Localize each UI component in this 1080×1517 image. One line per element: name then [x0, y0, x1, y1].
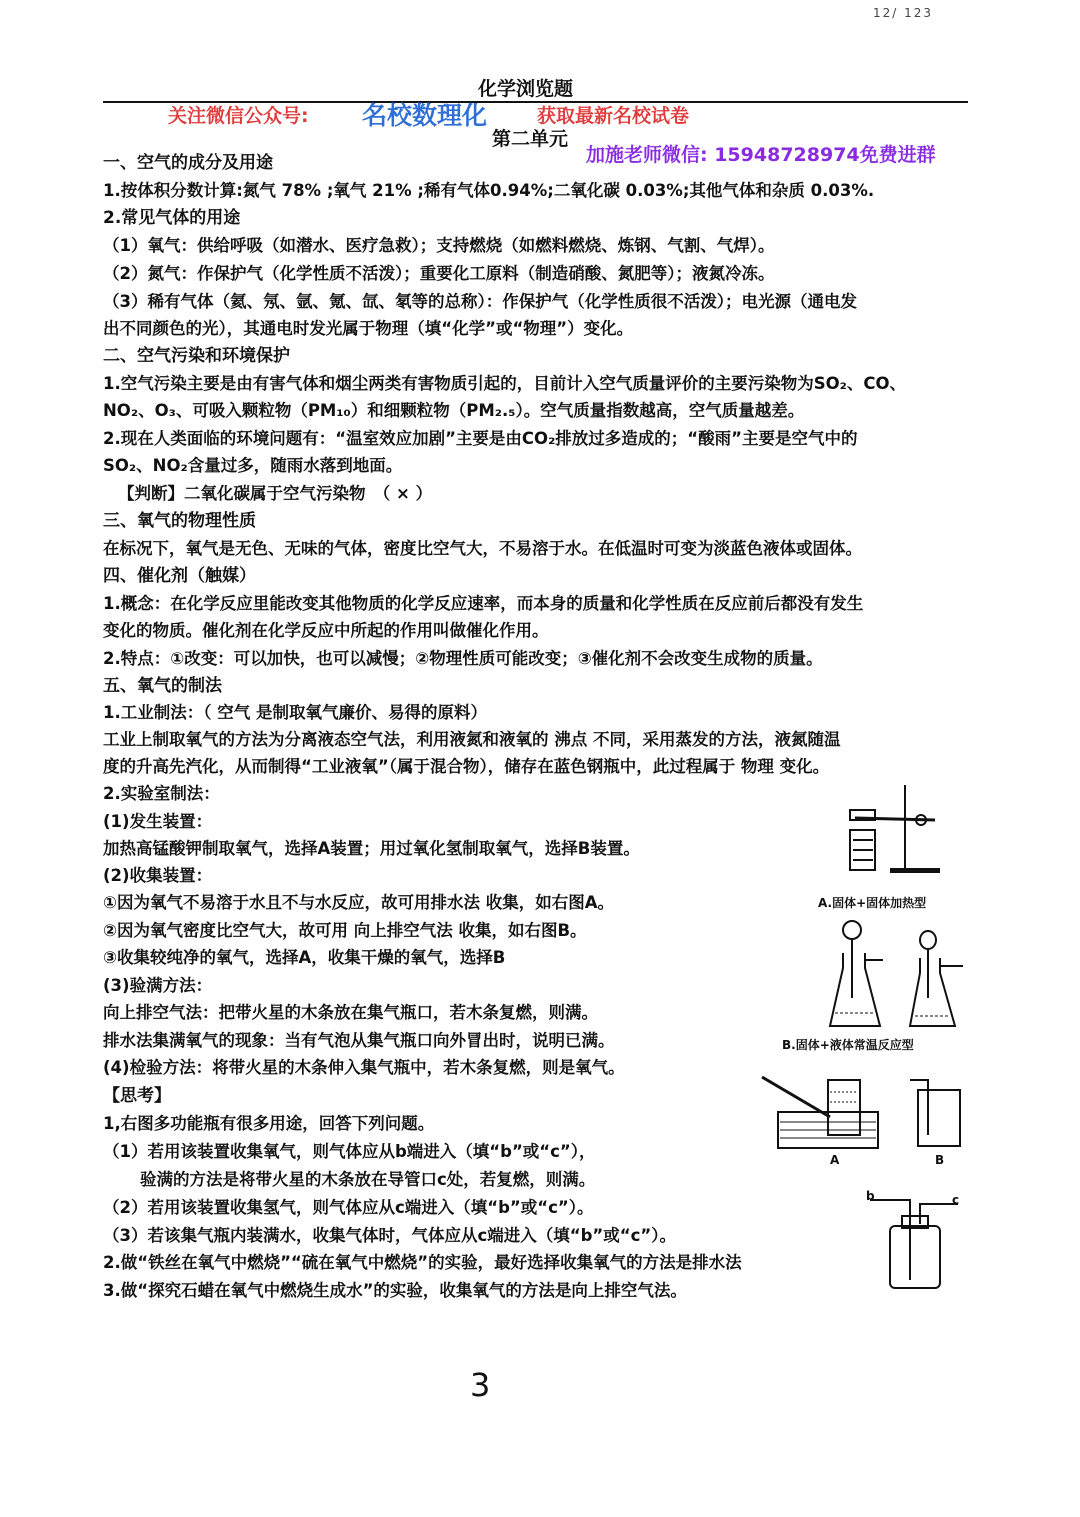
text-line: 3.做“探究石蜡在氧气中燃烧生成水”的实验，收集氧气的方法是向上排空气法。	[103, 1281, 687, 1300]
section-heading-3: 三、氧气的物理性质	[103, 511, 256, 531]
collection-apparatus-figure	[760, 1072, 970, 1152]
page-title: 化学浏览题	[478, 78, 574, 100]
figure-b-caption: B.固体+液体常温反应型	[782, 1038, 914, 1052]
multi-function-bottle-figure	[860, 1196, 965, 1292]
text-line: 排水法集满氧气的现象：当有气泡从集气瓶口向外冒出时，说明已满。	[103, 1031, 615, 1050]
watermark-red-right: 获取最新名校试卷	[537, 105, 690, 127]
text-line: 1.空气污染主要是由有害气体和烟尘两类有害物质引起的，目前计入空气质量评价的主要污染物为SO₂、CO、	[103, 374, 907, 393]
top-corner-mark: 12/ 123	[873, 6, 934, 20]
unit-title: 第二单元	[492, 128, 569, 150]
text-line: 1.概念：在化学反应里能改变其他物质的化学反应速率，而本身的质量和化学性质在反应前后都没有发生	[103, 594, 864, 613]
text-line: （3）若该集气瓶内装满水，收集气体时，气体应从c端进入（填“b”或“c”）。	[103, 1226, 676, 1245]
bottle-port-b-label: b	[866, 1189, 875, 1203]
collection-a-label: A	[830, 1153, 840, 1167]
text-line: 变化的物质。催化剂在化学反应中所起的作用叫做催化作用。	[103, 621, 549, 640]
text-line: 1.按体积分数计算:氮气 78% ;氧气 21% ;稀有气体0.94%;二氧化碳 0.03%;其他气体和杂质 0.03%.	[103, 181, 875, 200]
text-line: ①因为氧气不易溶于水且不与水反应，故可用排水法 收集，如右图A。	[103, 893, 614, 912]
thinking-heading: 【思考】	[103, 1086, 171, 1106]
text-line: 1,右图多功能瓶有很多用途，回答下列问题。	[103, 1114, 435, 1133]
text-line: （3）稀有气体（氦、氖、氩、氪、氙、氡等的总称）：作保护气（化学性质很不活泼）；电光源（通电发	[103, 292, 857, 311]
text-line: 向上排空气法：把带火星的木条放在集气瓶口，若木条复燃，则满。	[103, 1003, 598, 1022]
figure-a-caption: A.固体+固体加热型	[818, 896, 927, 910]
text-line: 2.做“铁丝在氧气中燃烧”“硫在氧气中燃烧”的实验，最好选择收集氧气的方法是排水法	[103, 1253, 742, 1272]
section-heading-5: 五、氧气的制法	[103, 676, 222, 696]
text-line: 验满的方法是将带火星的木条放在导管口c处，若复燃，则满。	[140, 1170, 596, 1189]
text-line: (1)发生装置：	[103, 812, 213, 831]
text-line: 在标况下，氧气是无色、无味的气体，密度比空气大，不易溶于水。在低温时可变为淡蓝色液体或固体。	[103, 539, 862, 558]
text-line: ②因为氧气密度比空气大，故可用 向上排空气法 收集，如右图B。	[103, 921, 587, 940]
heating-apparatus-figure	[835, 780, 955, 880]
text-line: （2）氮气：作保护气（化学性质不活泼）；重要化工原料（制造硝酸、氮肥等）；液氮冷冻。	[103, 264, 775, 283]
page-number: 3	[470, 1366, 491, 1404]
watermark-red-left: 关注微信公众号:	[168, 105, 309, 127]
text-line: (2)收集装置：	[103, 866, 213, 885]
text-line: 1.工业制法：（ 空气 是制取氧气廉价、易得的原料）	[103, 703, 487, 722]
subheading: 2.常见气体的用途	[103, 208, 241, 228]
judgement-line: 【判断】二氧化碳属于空气污染物 （ × ）	[118, 484, 433, 503]
section-heading-1: 一、空气的成分及用途	[103, 153, 273, 173]
watermark-purple: 加施老师微信: 15948728974免费进群	[586, 144, 936, 166]
text-line: 2.实验室制法：	[103, 784, 220, 803]
text-line: 出不同颜色的光），其通电时发光属于物理（填“化学”或“物理”）变化。	[103, 319, 634, 338]
text-line: 工业上制取氧气的方法为分离液态空气法，利用液氮和液氧的 沸点 不同，采用蒸发的方法，液氮随温	[103, 730, 841, 749]
section-heading-2: 二、空气污染和环境保护	[103, 346, 290, 366]
text-line: (4)检验方法：将带火星的木条伸入集气瓶中，若木条复燃，则是氧气。	[103, 1058, 625, 1077]
text-line: (3)验满方法：	[103, 976, 213, 995]
text-line: （2）若用该装置收集氢气，则气体应从c端进入（填“b”或“c”）。	[103, 1198, 594, 1217]
text-line: NO₂、O₃、可吸入颗粒物（PM₁₀）和细颗粒物（PM₂.₅）。空气质量指数越高，空气质量越差。	[103, 401, 805, 420]
text-line: 2.现在人类面临的环境问题有：“温室效应加剧”主要是由CO₂排放过多造成的；“酸雨”主要是空气中的	[103, 429, 858, 448]
text-line: 度的升高先汽化，从而制得“工业液氧”（属于混合物），储存在蓝色钢瓶中，此过程属于 物理 变化。	[103, 757, 830, 776]
watermark-blue: 名校数理化	[362, 101, 488, 130]
flask-apparatus-figure	[825, 918, 975, 1033]
text-line: ③收集较纯净的氧气，选择A，收集干燥的氧气，选择B	[103, 948, 506, 967]
text-line: 2.特点：①改变：可以加快，也可以减慢；②物理性质可能改变；③催化剂不会改变生成物的质量。	[103, 649, 823, 668]
text-line: SO₂、NO₂含量过多，随雨水落到地面。	[103, 456, 403, 475]
text-line: （1）氧气：供给呼吸（如潜水、医疗急救）；支持燃烧（如燃料燃烧、炼钢、气割、气焊）。	[103, 236, 775, 255]
section-heading-4: 四、催化剂（触媒）	[103, 566, 256, 586]
bottle-port-c-label: c	[952, 1193, 960, 1207]
collection-b-label: B	[935, 1153, 945, 1167]
text-line: 加热高锰酸钾制取氧气，选择A装置；用过氧化氢制取氧气，选择B装置。	[103, 839, 640, 858]
text-line: （1）若用该装置收集氧气，则气体应从b端进入（填“b”或“c”），	[103, 1142, 596, 1161]
